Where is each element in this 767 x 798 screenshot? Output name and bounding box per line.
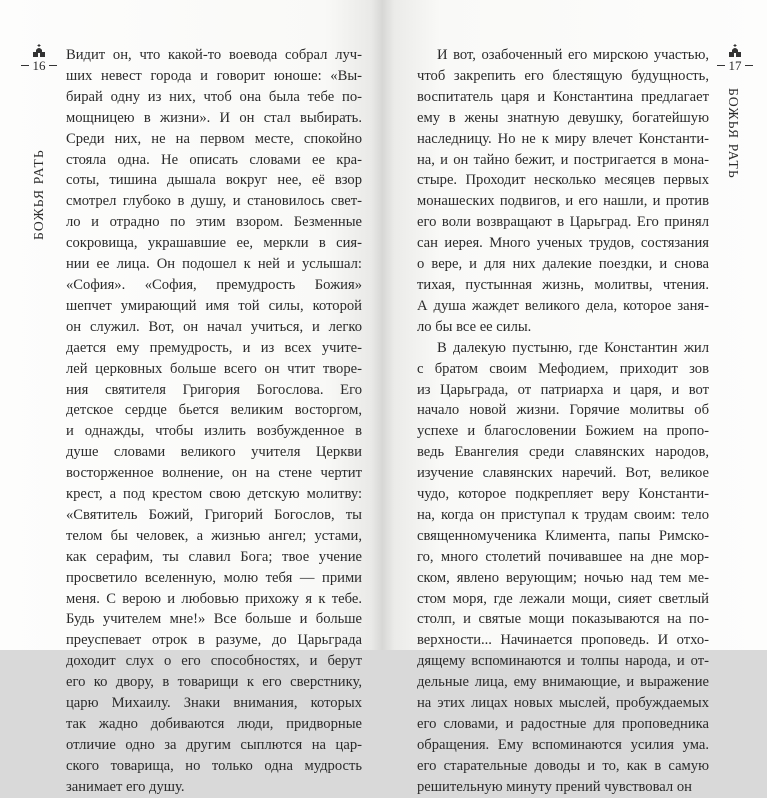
text-line: чудо, которое подкрепляет веру Константи-: [417, 486, 709, 503]
text-line: ведь Евангелия среди славянских народов,: [417, 444, 709, 461]
text-line: ших невест города и говорит юноше: «Вы-: [66, 67, 362, 84]
text-line: его ко двору, в товарищи к его сверстнику,: [66, 674, 362, 691]
running-title: БОЖЬЯ РАТЬ: [31, 149, 46, 240]
text-line: священномученика Климента, папы Римско-: [417, 527, 709, 544]
text-line: его старательные доводы и то, как в самую: [417, 757, 709, 774]
text-line: о вере, и для них далекие поездки, и снова: [417, 256, 709, 273]
text-line: отличие одно за другим сыплются на цар-: [66, 736, 362, 753]
left-page-body: [66, 45, 362, 798]
text-line: бирай одну из них, чтоб она была тебе по-: [66, 88, 362, 105]
text-line: дящему вспоминаются и толпы народа, и от-: [417, 653, 709, 670]
text-line: успехе и благословении Божием на пропо-: [417, 423, 709, 440]
text-line: телом бы человек, а жизнью ангел; устами,: [66, 527, 362, 544]
text-line: начало новой жизни. Горячие молитвы об: [417, 402, 709, 419]
left-folio: [22, 44, 56, 73]
text-line: из Царьграда, от патриарха и царя, и вот: [417, 381, 709, 398]
running-title: БОЖЬЯ РАТЬ: [726, 88, 741, 179]
text-line: сан иерея. Много ученых трудов, состязания: [417, 235, 709, 252]
text-line: его словами, и радостные для проповедника: [417, 716, 709, 732]
text-line: чтоб закрепить его блестящую будущность,: [417, 67, 709, 84]
text-line: крест, а под крестом свою детскую молитву:: [66, 486, 362, 503]
right-folio: [718, 44, 752, 73]
text-line: верхности... Начинается проповедь. И отхо-: [417, 632, 709, 649]
text-line: ло и отрадно по этим взором. Безменные: [66, 214, 362, 231]
text-line: тихая, пустынная жизнь, молитвы, чтения.: [417, 276, 709, 293]
right-page: [383, 0, 767, 795]
text-line: стыре. Проходит несколько месяцев первых: [417, 172, 709, 189]
text-line: на, и он тайно бежит, и постригается в мона-: [417, 151, 709, 168]
text-line: нии ее лица. Он подошел к ней и услышал:: [66, 256, 362, 273]
text-line: меня. С верою и любовью прихожу я к тебе.: [66, 590, 362, 607]
text-line: ния святителя Григория Богослова. Его: [66, 381, 362, 398]
text-line: «Святитель Божий, Григорий Богослов, ты: [66, 506, 362, 523]
text-line: Среди них, не на первом месте, спокойно: [66, 130, 362, 147]
text-line: шепчет умирающий имя той силы, которой: [66, 297, 362, 314]
text-line: ского товарища, но только одна мудрость: [66, 757, 362, 774]
text-line: А душа жаждет великого дела, которое заня-: [417, 297, 709, 314]
text-line: сокровища, украшавшие ее, меркли в сия-: [66, 235, 362, 252]
text-line: с братом своим Мефодием, приходит зов: [417, 360, 709, 377]
right-page-body: [417, 45, 709, 798]
text-line: монашеских подвигов, и его нашли, и против: [417, 193, 709, 210]
text-line: на этих лицах новых мыслей, пробуждаемых: [417, 695, 709, 712]
text-line: дельные лица, ему внимающие, и выражение: [417, 674, 709, 691]
text-line: детское сердце бьется великим восторгом,: [66, 402, 362, 419]
text-line: дается ему премудрость, и из всех учите-: [66, 339, 362, 356]
text-line: и однажды, чтобы излить возбужденное в: [66, 423, 362, 440]
text-line: И вот, озабоченный его мирскою участью,: [437, 47, 709, 63]
church-emblem-icon: [31, 44, 47, 58]
text-line: «София». «София, премудрость Божия»: [66, 276, 362, 293]
text-line: соты, тишина дышала вокруг нее, её взор: [66, 172, 362, 189]
church-emblem-icon: [727, 44, 743, 58]
page-number: 16: [32, 58, 46, 73]
text-line: он служил. Вот, он начал учиться, и легко: [66, 318, 362, 335]
text-line: как серафим, ты славил Бога; твое учение: [66, 548, 362, 565]
text-line: на, когда он приступал к трудам своим: тело: [417, 506, 709, 523]
text-line: го, много столетий почивавшее на дне мор-: [417, 548, 709, 565]
text-line: преуспевает отрок в разуме, до Царьграда: [66, 632, 362, 649]
text-line: восторженное волнение, он на стене чертит: [66, 465, 362, 482]
text-line: смотрел глубоко в душу, и становилось свет-: [66, 193, 362, 210]
text-line: изучение славянских наречий. Вот, великое: [417, 465, 709, 482]
text-line: Будь учителем мне!» Все больше и больше: [66, 611, 362, 628]
text-line: лей церковных больше всего он чтит творе-: [66, 360, 362, 377]
text-line: занимает его душу.: [66, 778, 185, 795]
text-line: его воли возвращают в Царьград. Его принял: [417, 214, 709, 231]
text-line: стом моря, где лежали мощи, сияет светлый: [417, 590, 709, 607]
text-line: Видит он, что какой-то воевода собрал луч-: [66, 47, 362, 63]
text-line: В далекую пустыню, где Константин жил: [437, 339, 709, 356]
left-page: [0, 0, 383, 795]
text-line: воспитатель царя и Константина предлагает: [417, 88, 709, 105]
text-line: ло бы все ее силы.: [417, 318, 532, 335]
text-line: царю Михаилу. Знаки внимания, которых: [66, 695, 362, 712]
text-line: ском, явлено верующим; ночью над тем ме-: [417, 569, 709, 586]
text-line: обращения. Ему вспоминаются усилия ума.: [417, 736, 709, 753]
text-line: мощницею в жизни». И он стал выбирать.: [66, 109, 362, 126]
text-line: просветило вселенную, молю тебя — прими: [66, 569, 362, 586]
text-line: доходит слух о его способностях, и берут: [66, 653, 362, 670]
text-line: так жадно добиваются люди, придворные: [66, 716, 362, 732]
page-number: 17: [728, 58, 742, 73]
text-line: душе словами великого учителя Церкви: [66, 444, 362, 461]
text-line: ему в жены знатную девушку, богатейшую: [417, 109, 709, 126]
text-line: решительную минуту прений чувствовал он: [417, 778, 692, 795]
text-line: стояла одна. Не описать словами ее кра-: [66, 151, 362, 168]
text-line: столп, и святые мощи показываются на по-: [417, 611, 709, 628]
text-line: наследницу. Но не к миру влечет Константи-: [417, 130, 709, 147]
